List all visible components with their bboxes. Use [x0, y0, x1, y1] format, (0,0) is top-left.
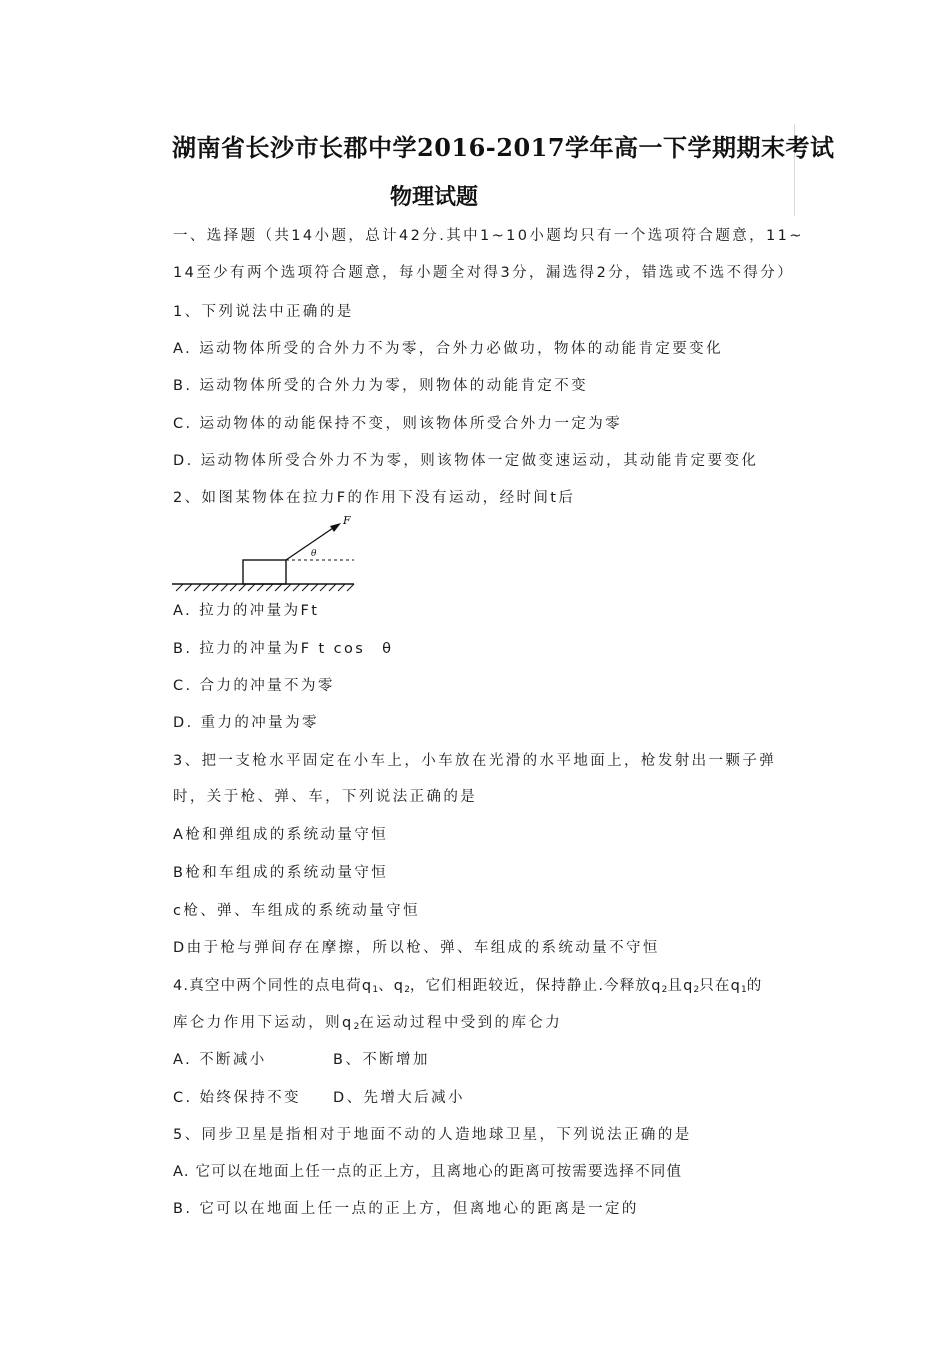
- q3-stem-line2: 时，关于枪、弹、车，下列说法正确的是: [173, 789, 478, 805]
- subscript: 1: [741, 985, 747, 995]
- q2-option-a: A. 拉力的冲量为Ft: [173, 603, 320, 619]
- q3-option-d: D由于枪与弹间存在摩擦，所以枪、弹、车组成的系统动量不守恒: [173, 940, 660, 956]
- angle-label: θ: [311, 549, 317, 559]
- q4-stem-text: 且q: [667, 978, 694, 994]
- q1-option-a: A. 运动物体所受的合外力不为零，合外力必做功，物体的动能肯定要变化: [173, 341, 723, 357]
- q2-option-c: C. 合力的冲量不为零: [173, 678, 335, 694]
- subscript: 2: [353, 1022, 360, 1032]
- q1-option-d: D. 运动物体所受合外力不为零，则该物体一定做变速运动，其动能肯定要变化: [173, 453, 759, 469]
- ground-hatching: [176, 584, 354, 591]
- subscript: 1: [372, 985, 379, 995]
- q5-stem: 5、同步卫星是指相对于地面不动的人造地球卫星，下列说法正确的是: [173, 1127, 692, 1143]
- force-label: F: [343, 514, 351, 527]
- q1-stem: 1、下列说法中正确的是: [173, 304, 354, 320]
- q1-option-c: C. 运动物体的动能保持不变，则该物体所受合外力一定为零: [173, 416, 623, 432]
- q2-figure: [172, 512, 362, 594]
- q5-option-b: B. 它可以在地面上任一点的正上方，但离地心的距离是一定的: [173, 1201, 639, 1217]
- q4-stem-text: 库仑力作用下运动，则q: [173, 1015, 354, 1031]
- page-title: 湖南省长沙市长郡中学2016-2017学年高一下学期期末考试: [172, 133, 835, 162]
- q3-stem-line1: 3、把一支枪水平固定在小车上，小车放在光滑的水平地面上，枪发射出一颗子弹: [173, 753, 777, 769]
- q3-option-c: c枪、弹、车组成的系统动量守恒: [173, 903, 420, 919]
- q5-option-a: A. 它可以在地面上任一点的正上方，且离地心的距离可按需要选择不同值: [173, 1164, 683, 1180]
- q4-stem-text: ，它们相距较近，保持静止.今释放q: [409, 978, 662, 994]
- header: [172, 124, 835, 216]
- q4-stem-line2: [173, 1014, 562, 1036]
- section-instructions-line1: 一、选择题（共14小题，总计42分.其中1~10小题均只有一个选项符合题意，11~: [173, 228, 804, 244]
- block: [243, 560, 286, 584]
- q2-stem: 2、如图某物体在拉力F的作用下没有运动，经时间t后: [173, 490, 576, 506]
- q2-option-d: D. 重力的冲量为零: [173, 715, 319, 731]
- page-subtitle: 物理试题: [390, 184, 479, 210]
- q4-option-d: D、先增大后减小: [333, 1090, 465, 1106]
- q4-stem-text: 4.真空中两个同性的点电荷q: [173, 978, 373, 994]
- q3-option-b: B枪和车组成的系统动量守恒: [173, 865, 389, 881]
- subscript: 2: [404, 985, 410, 995]
- q4-stem-line1: [173, 977, 762, 999]
- q2-option-b: B. 拉力的冲量为F t cos θ: [173, 641, 394, 657]
- q4-stem-text: 、q: [378, 978, 405, 994]
- q4-option-a: A. 不断减小: [173, 1052, 267, 1068]
- q4-option-c: C. 始终保持不变: [173, 1090, 301, 1106]
- subscript: 2: [661, 985, 668, 995]
- subscript: 2: [693, 985, 700, 995]
- q4-stem-text: 在运动过程中受到的库仑力: [359, 1015, 563, 1031]
- arrow-head-icon: [330, 523, 341, 532]
- q4-stem-text: 只在q: [699, 978, 742, 994]
- q4-stem-text: 的: [746, 978, 763, 994]
- section-instructions-line2: 14至少有两个选项符合题意，每小题全对得3分，漏选得2分，错选或不选不得分）: [173, 265, 795, 281]
- q3-option-a: A枪和弹组成的系统动量守恒: [173, 827, 389, 843]
- q1-option-b: B. 运动物体所受的合外力为零，则物体的动能肯定不变: [173, 378, 589, 394]
- q4-option-b: B、不断增加: [333, 1052, 430, 1068]
